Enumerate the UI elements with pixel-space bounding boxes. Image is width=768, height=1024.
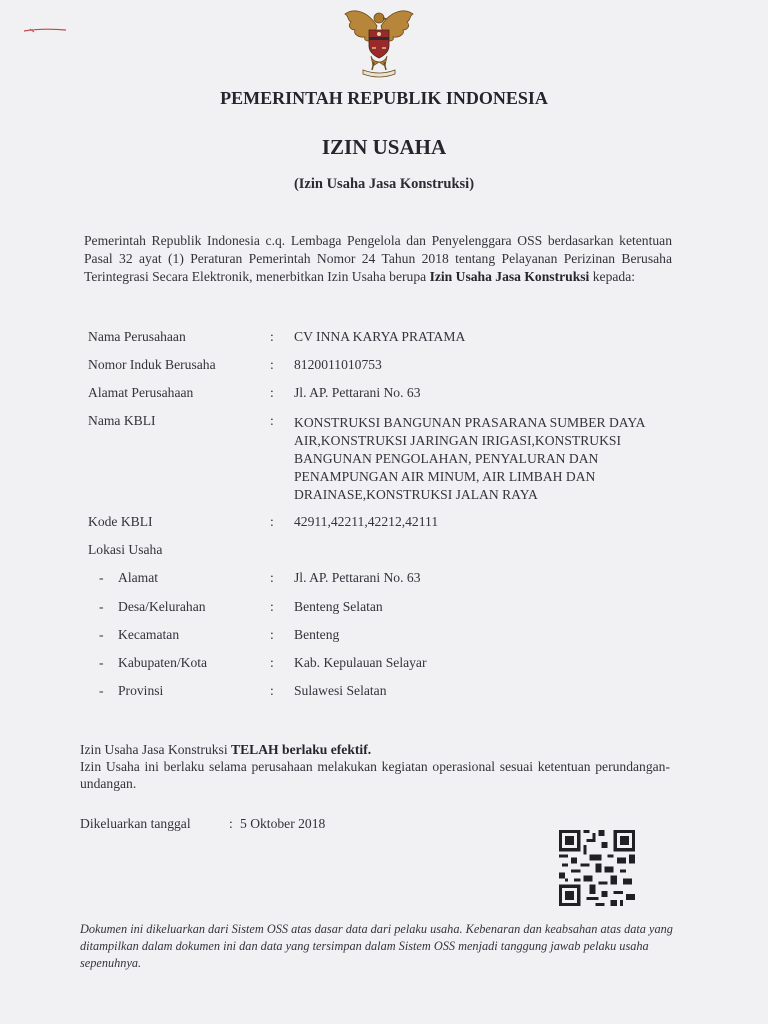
kbli-code-value: 42911,42211,42212,42111 — [294, 514, 439, 529]
kbli-code-label: Kode KBLI — [88, 514, 153, 529]
colon: : — [270, 329, 274, 344]
corner-mark-icon — [22, 26, 68, 34]
colon: : — [270, 413, 274, 428]
nib-label: Nomor Induk Berusaha — [88, 357, 216, 372]
garuda-emblem-icon — [341, 4, 417, 78]
intro-paragraph — [84, 232, 672, 286]
intro-tail: kepada: — [592, 269, 636, 284]
colon: : — [270, 570, 274, 585]
issued-date-label: Dikeluarkan tanggal — [80, 816, 191, 831]
district-label: Kecamatan — [118, 627, 180, 642]
company-address-value: Jl. AP. Pettarani No. 63 — [294, 385, 421, 400]
company-name-value: CV INNA KARYA PRATAMA — [294, 329, 466, 344]
street-label: Alamat — [118, 570, 159, 585]
village-label: Desa/Kelurahan — [118, 599, 206, 614]
dash: - — [99, 683, 104, 698]
kbli-name-label: Nama KBLI — [88, 413, 156, 428]
colon: : — [270, 514, 274, 529]
document-title: IZIN USAHA — [321, 135, 447, 159]
government-heading: PEMERINTAH REPUBLIK INDONESIA — [220, 88, 548, 108]
colon: : — [270, 655, 274, 670]
colon: : — [270, 385, 274, 400]
colon: : — [229, 816, 233, 831]
status-effective: TELAH berlaku efektif. — [231, 742, 372, 757]
dash: - — [99, 570, 104, 585]
status-line-1 — [80, 741, 670, 758]
province-value: Sulawesi Selatan — [294, 683, 387, 698]
colon: : — [270, 357, 274, 372]
disclaimer-text: Dokumen ini dikeluarkan dari Sistem OSS atas dasar data dari pelaku usaha. Kebenaran dan keabsahan atas data yang ditampilkan dalam dokumen ini dan data yang tersimpan dalam Sistem OSS menjadi tanggung jawab pelaku usaha sepenuhnya. — [80, 922, 673, 970]
village-value: Benteng Selatan — [294, 599, 383, 614]
document-subtitle: (Izin Usaha Jasa Konstruksi) — [293, 176, 475, 192]
colon: : — [270, 627, 274, 642]
dash: - — [99, 599, 104, 614]
kbli-name-value: KONSTRUKSI BANGUNAN PRASARANA SUMBER DAYA AIR,KONSTRUKSI JARINGAN IRIGASI,KONSTRUKSI BANGUNAN PENGOLAHAN, PENYALURAN DAN PENAMPUNGAN AIR MINUM, AIR LIMBAH DAN DRAINASE,KONSTRUKSI JALAN RAYA — [294, 415, 645, 502]
qr-code-icon — [557, 830, 637, 906]
intro-text: Pemerintah Republik Indonesia c.q. Lembaga Pengelola dan Penyelenggara OSS berdasarkan ketentuan Pasal 32 ayat (1) Peraturan Pemerintah Nomor 24 Tahun 2018 tentang Pelayanan Perizinan Berusaha Terintegrasi Secara Elektronik, menerbitkan Izin Usaha berupa — [84, 233, 672, 284]
status-prefix: Izin Usaha Jasa Konstruksi — [80, 742, 228, 757]
regency-value: Kab. Kepulauan Selayar — [294, 655, 427, 670]
company-name-label: Nama Perusahaan — [88, 329, 186, 344]
intro-bold: Izin Usaha Jasa Konstruksi — [429, 269, 590, 284]
company-address-label: Alamat Perusahaan — [88, 385, 194, 400]
location-heading: Lokasi Usaha — [88, 542, 163, 557]
status-line-2: Izin Usaha ini berlaku selama perusahaan melakukan kegiatan operasional sesuai ketentuan perundangan-undangan. — [80, 759, 670, 791]
dash: - — [99, 655, 104, 670]
regency-label: Kabupaten/Kota — [118, 655, 208, 670]
colon: : — [270, 683, 274, 698]
street-value: Jl. AP. Pettarani No. 63 — [294, 570, 421, 585]
status-paragraph — [80, 741, 670, 792]
nib-value: 8120011010753 — [294, 357, 382, 372]
colon: : — [270, 599, 274, 614]
issued-date-value: 5 Oktober 2018 — [240, 816, 326, 831]
dash: - — [99, 627, 104, 642]
province-label: Provinsi — [118, 683, 164, 698]
district-value: Benteng — [294, 627, 340, 642]
